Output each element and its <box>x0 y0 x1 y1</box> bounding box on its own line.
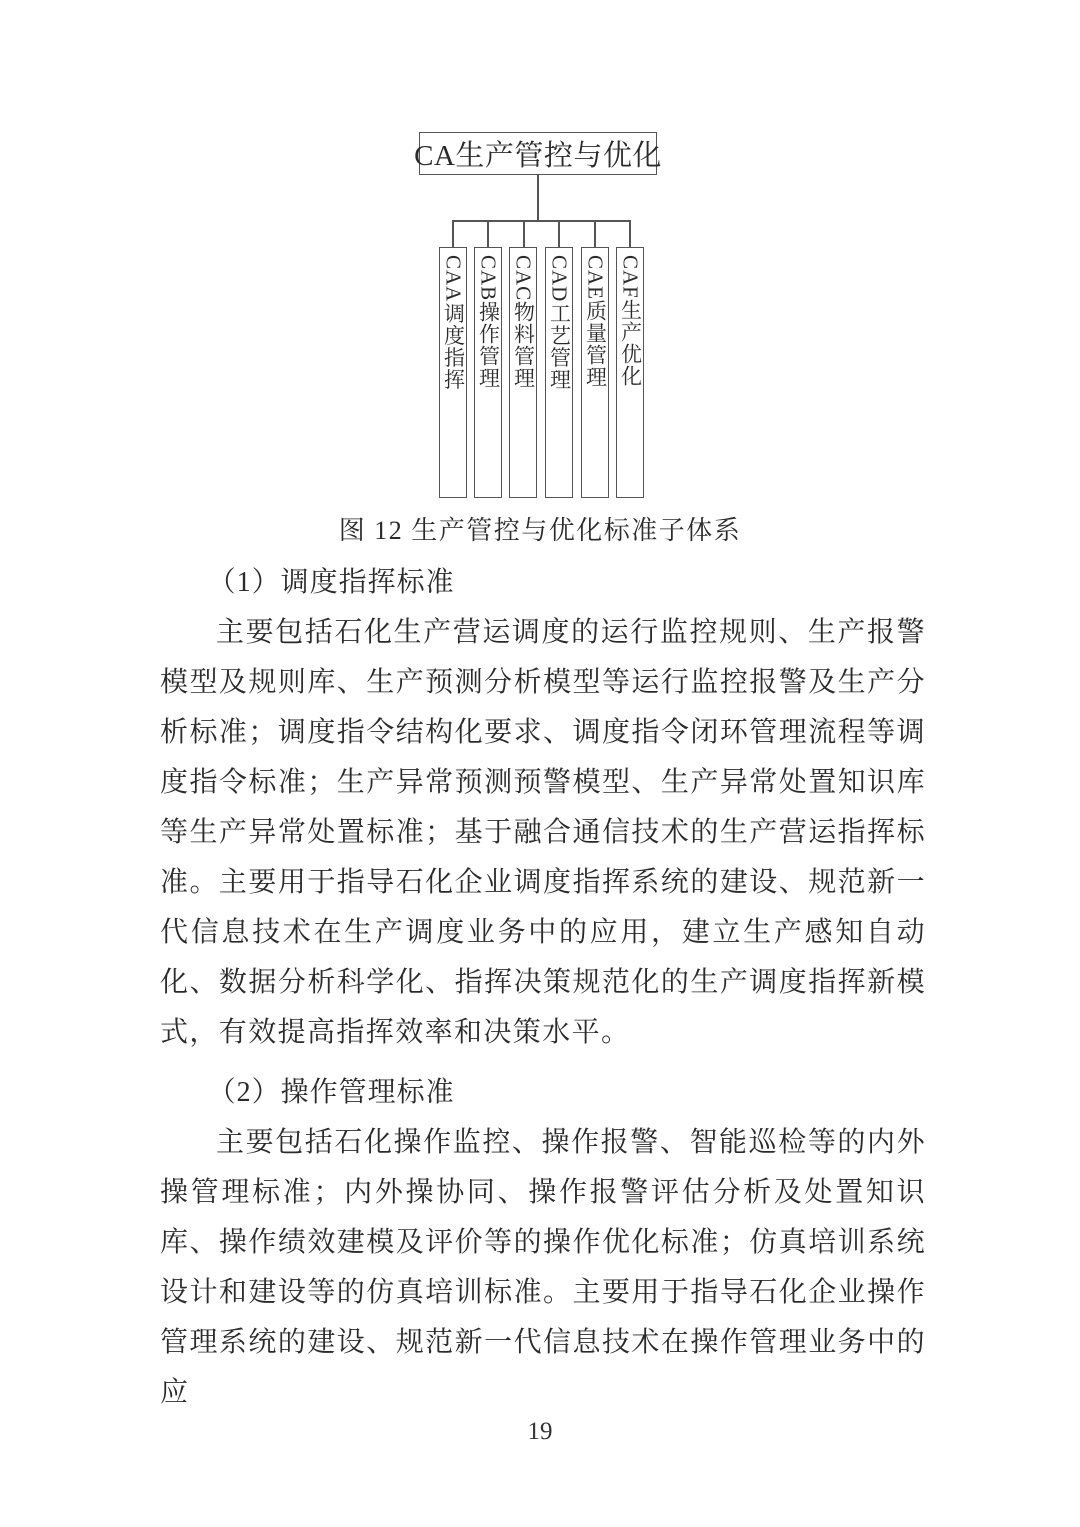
diagram-child-box-caf <box>616 247 644 498</box>
diagram-child-label: CAC物料管理 <box>511 255 536 390</box>
diagram-child-box-caa <box>439 247 467 498</box>
diagram-root-box: CA生产管控与优化 <box>419 132 657 175</box>
section-1-heading: （1）调度指挥标准 <box>207 567 455 598</box>
section-1-paragraph: 主要包括石化生产营运调度的运行监控规则、生产报警模型及规则库、生产预测分析模型等运行监控报警及生产分析标准；调度指令结构化要求、调度指令闭环管理流程等调度指令标准；生产异常预测预警模型、生产异常处置知识库等生产异常处置标准；基于融合通信技术的生产营运指挥标准。主要用于指导石化企业调度指挥系统的建设、规范新一代信息技术在生产调度业务中的应用，建立生产感知自动化、数据分析科学化、指挥决策规范化的生产调度指挥新模式，有效提高指挥效率和决策水平。 <box>160 617 926 1048</box>
diagram-child-box-cae <box>581 247 609 498</box>
diagram-connector-bar <box>452 220 631 222</box>
diagram-connector-stub <box>594 221 596 248</box>
figure-12-diagram <box>0 0 1080 560</box>
diagram-child-label: CAB操作管理 <box>476 255 501 390</box>
section-2-heading: （2）操作管理标准 <box>207 1077 455 1108</box>
diagram-connector-stub <box>629 221 631 248</box>
diagram-connector-stub <box>558 221 560 248</box>
diagram-child-label: CAD工艺管理 <box>547 255 572 391</box>
section-2-paragraph: 主要包括石化操作监控、操作报警、智能巡检等的内外操管理标准；内外操协同、操作报警评估分析及处置知识库、操作绩效建模及评价等的操作优化标准；仿真培训系统设计和建设等的仿真培训标准。主要用于指导石化企业操作管理系统的建设、规范新一代信息技术在操作管理业务中的应 <box>160 1127 926 1408</box>
diagram-connector-stub <box>523 221 525 248</box>
diagram-child-box-cad <box>545 247 573 498</box>
page-number: 19 <box>527 1418 553 1445</box>
diagram-child-box-cac <box>509 247 537 498</box>
figure-caption: 图 12 生产管控与优化标准子体系 <box>338 516 742 545</box>
diagram-child-label: CAE质量管理 <box>583 255 608 388</box>
diagram-child-label: CAA调度指挥 <box>441 255 466 391</box>
diagram-connector-stem <box>537 175 539 221</box>
diagram-connector-stub <box>452 221 454 248</box>
diagram-child-box-cab <box>474 247 502 498</box>
body-text <box>160 558 926 1418</box>
diagram-connector-stub <box>487 221 489 248</box>
diagram-child-label: CAF生产优化 <box>618 255 643 387</box>
